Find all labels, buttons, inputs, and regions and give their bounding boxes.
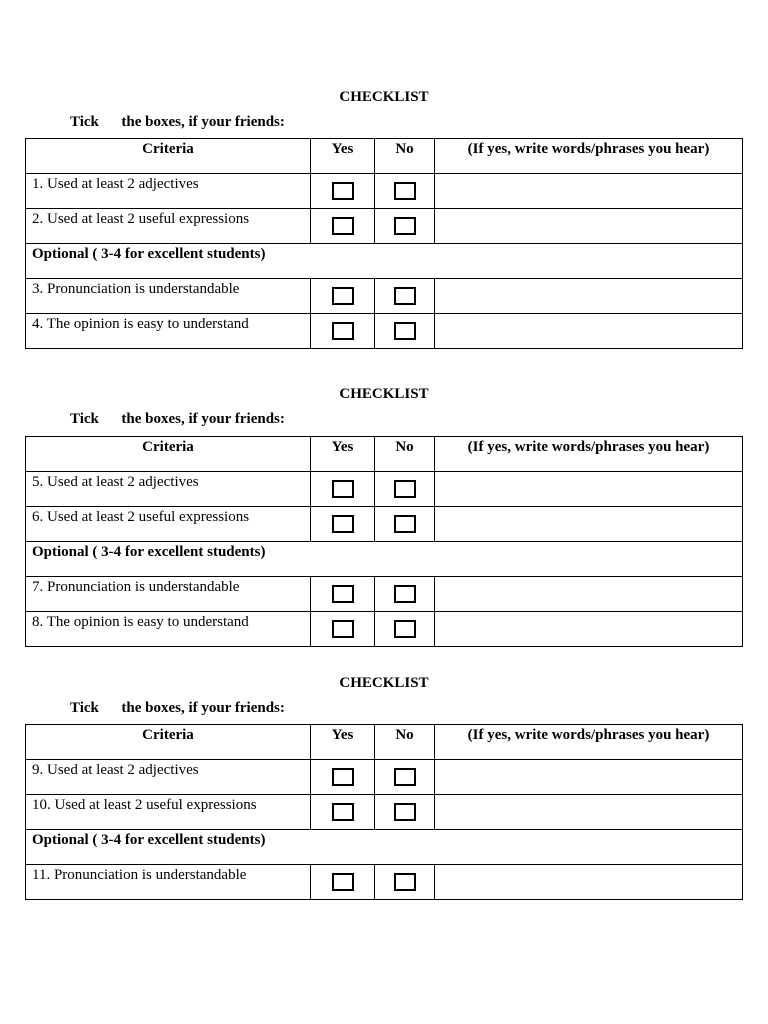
- no-header: No: [375, 725, 435, 760]
- table-row: [26, 209, 743, 244]
- no-header: No: [375, 139, 435, 174]
- yes-checkbox[interactable]: [332, 217, 354, 235]
- table-row: [26, 472, 743, 507]
- table-row: [26, 577, 743, 612]
- table-row: [26, 865, 743, 900]
- words-write-cell[interactable]: [435, 314, 743, 349]
- criteria-cell: 3. Pronunciation is understandable: [26, 279, 311, 314]
- yes-cell: [311, 577, 375, 612]
- words-write-cell[interactable]: [435, 760, 743, 795]
- criteria-cell: 9. Used at least 2 adjectives: [26, 760, 311, 795]
- section-row: [26, 830, 743, 865]
- criteria-header: Criteria: [26, 139, 311, 174]
- yes-cell: [311, 314, 375, 349]
- no-cell: [375, 472, 435, 507]
- no-cell: [375, 279, 435, 314]
- checklist-title: CHECKLIST: [339, 89, 429, 105]
- criteria-cell: 11. Pronunciation is understandable: [26, 865, 311, 900]
- checklist-table: [25, 724, 743, 900]
- checklist-title: CHECKLIST: [339, 386, 429, 402]
- yes-cell: [311, 612, 375, 647]
- yes-cell: [311, 472, 375, 507]
- yes-checkbox[interactable]: [332, 620, 354, 638]
- words-write-cell[interactable]: [435, 507, 743, 542]
- checklist-instruction: Tick the boxes, if your friends:: [70, 700, 285, 716]
- criteria-cell: 2. Used at least 2 useful expressions: [26, 209, 311, 244]
- words-write-cell[interactable]: [435, 795, 743, 830]
- no-checkbox[interactable]: [394, 480, 416, 498]
- yes-header: Yes: [311, 139, 375, 174]
- yes-checkbox[interactable]: [332, 322, 354, 340]
- checklist-table: [25, 138, 743, 349]
- criteria-cell: 6. Used at least 2 useful expressions: [26, 507, 311, 542]
- checklist-instruction: Tick the boxes, if your friends:: [70, 411, 285, 427]
- checklist-title: CHECKLIST: [339, 675, 429, 691]
- no-cell: [375, 577, 435, 612]
- criteria-cell: 10. Used at least 2 useful expressions: [26, 795, 311, 830]
- criteria-cell: 4. The opinion is easy to understand: [26, 314, 311, 349]
- no-cell: [375, 795, 435, 830]
- optional-section-label: Optional ( 3-4 for excellent students): [26, 830, 743, 865]
- no-cell: [375, 209, 435, 244]
- yes-cell: [311, 507, 375, 542]
- table-row: [26, 612, 743, 647]
- yes-cell: [311, 174, 375, 209]
- words-write-cell[interactable]: [435, 472, 743, 507]
- yes-cell: [311, 760, 375, 795]
- table-row: [26, 174, 743, 209]
- no-checkbox[interactable]: [394, 287, 416, 305]
- no-checkbox[interactable]: [394, 217, 416, 235]
- yes-cell: [311, 795, 375, 830]
- words-header: (If yes, write words/phrases you hear): [435, 725, 743, 760]
- no-checkbox[interactable]: [394, 585, 416, 603]
- header-row: [26, 437, 743, 472]
- words-header: (If yes, write words/phrases you hear): [435, 437, 743, 472]
- no-header: No: [375, 437, 435, 472]
- no-checkbox[interactable]: [394, 873, 416, 891]
- optional-section-label: Optional ( 3-4 for excellent students): [26, 244, 743, 279]
- words-write-cell[interactable]: [435, 612, 743, 647]
- no-cell: [375, 865, 435, 900]
- yes-checkbox[interactable]: [332, 182, 354, 200]
- no-checkbox[interactable]: [394, 182, 416, 200]
- yes-checkbox[interactable]: [332, 480, 354, 498]
- yes-cell: [311, 279, 375, 314]
- table-row: [26, 760, 743, 795]
- table-row: [26, 507, 743, 542]
- yes-cell: [311, 209, 375, 244]
- no-cell: [375, 174, 435, 209]
- yes-header: Yes: [311, 437, 375, 472]
- criteria-header: Criteria: [26, 437, 311, 472]
- yes-cell: [311, 865, 375, 900]
- criteria-cell: 5. Used at least 2 adjectives: [26, 472, 311, 507]
- no-checkbox[interactable]: [394, 803, 416, 821]
- words-write-cell[interactable]: [435, 279, 743, 314]
- criteria-cell: 1. Used at least 2 adjectives: [26, 174, 311, 209]
- no-checkbox[interactable]: [394, 620, 416, 638]
- no-checkbox[interactable]: [394, 322, 416, 340]
- yes-checkbox[interactable]: [332, 287, 354, 305]
- section-row: [26, 542, 743, 577]
- header-row: [26, 725, 743, 760]
- table-row: [26, 279, 743, 314]
- checklist-table: [25, 436, 743, 647]
- yes-header: Yes: [311, 725, 375, 760]
- words-write-cell[interactable]: [435, 577, 743, 612]
- words-write-cell[interactable]: [435, 174, 743, 209]
- no-cell: [375, 612, 435, 647]
- words-write-cell[interactable]: [435, 209, 743, 244]
- no-checkbox[interactable]: [394, 768, 416, 786]
- words-header: (If yes, write words/phrases you hear): [435, 139, 743, 174]
- yes-checkbox[interactable]: [332, 873, 354, 891]
- table-row: [26, 314, 743, 349]
- yes-checkbox[interactable]: [332, 585, 354, 603]
- yes-checkbox[interactable]: [332, 768, 354, 786]
- no-checkbox[interactable]: [394, 515, 416, 533]
- no-cell: [375, 760, 435, 795]
- criteria-cell: 8. The opinion is easy to understand: [26, 612, 311, 647]
- checklist-instruction: Tick the boxes, if your friends:: [70, 114, 285, 130]
- table-row: [26, 795, 743, 830]
- words-write-cell[interactable]: [435, 865, 743, 900]
- optional-section-label: Optional ( 3-4 for excellent students): [26, 542, 743, 577]
- header-row: [26, 139, 743, 174]
- yes-checkbox[interactable]: [332, 803, 354, 821]
- yes-checkbox[interactable]: [332, 515, 354, 533]
- no-cell: [375, 314, 435, 349]
- criteria-header: Criteria: [26, 725, 311, 760]
- section-row: [26, 244, 743, 279]
- criteria-cell: 7. Pronunciation is understandable: [26, 577, 311, 612]
- no-cell: [375, 507, 435, 542]
